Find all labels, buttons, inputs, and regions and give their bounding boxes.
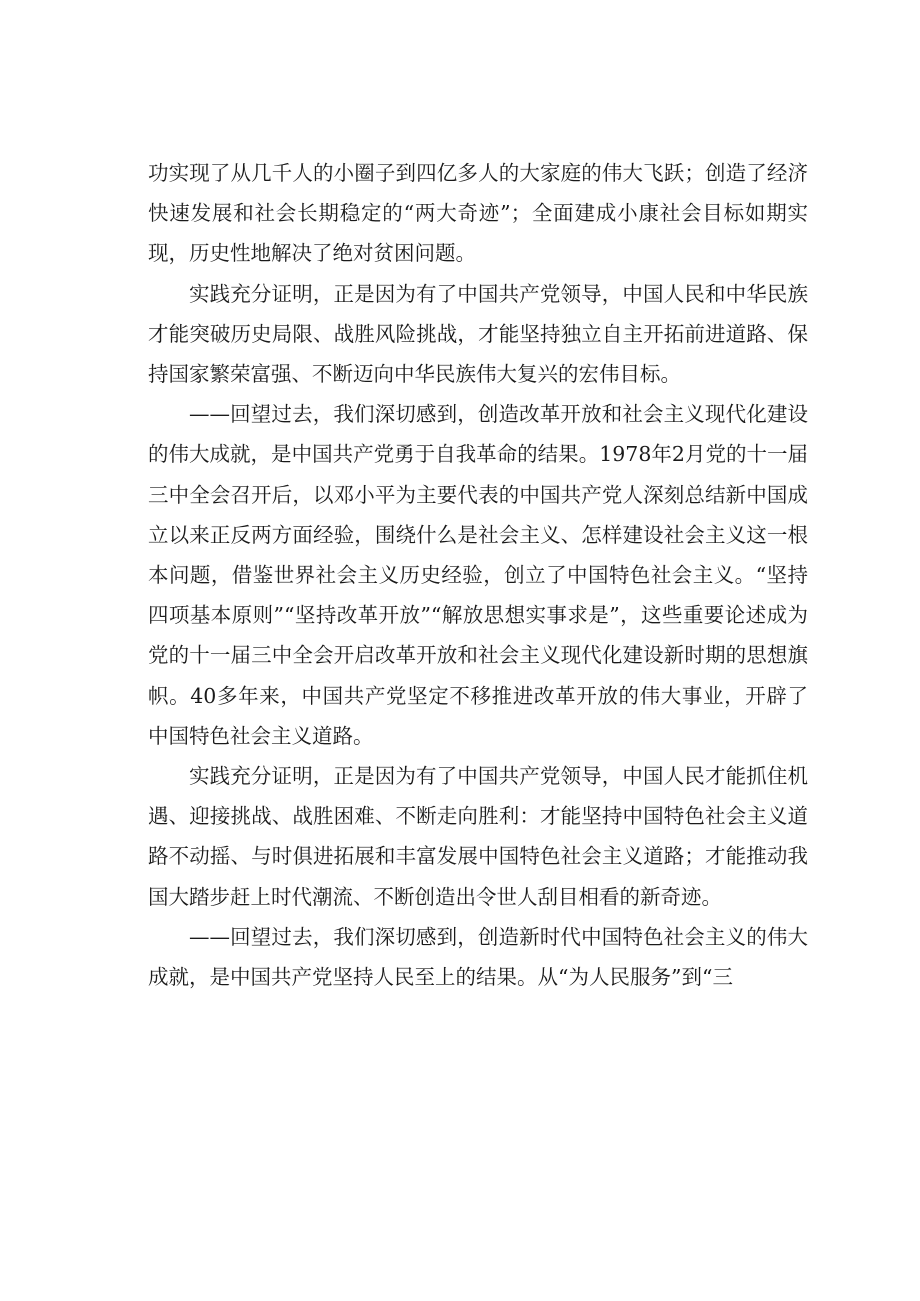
document-body [148,153,808,997]
paragraph-3: ——回望过去，我们深切感到，创造改革开放和社会主义现代化建设的伟大成就，是中国共产党勇于自我革命的结果。1978年2月党的十一届三中全会召开后，以邓小平为主要代表的中国共产党人深刻总结新中国成立以来正反两方面经验，围绕什么是社会主义、怎样建设社会主义这一根本问题，借鉴世界社会主义历史经验，创立了中国特色社会主义。“坚持四项基本原则”“坚持改革开放”“解放思想实事求是”，这些重要论述成为党的十一届三中全会开启改革开放和社会主义现代化建设新时期的思想旗帜。40多年来，中国共产党坚定不移推进改革开放的伟大事业，开辟了中国特色社会主义道路。 [148,402,808,748]
paragraph-4: 实践充分证明，正是因为有了中国共产党领导，中国人民才能抓住机遇、迎接挑战、战胜困难、不断走向胜利：才能坚持中国特色社会主义道路不动摇、与时俱进拓展和丰富发展中国特色社会主义道路；才能推动我国大踏步赶上时代潮流、不断创造出令世人刮目相看的新奇迹。 [148,764,808,909]
paragraph-5: ——回望过去，我们深切感到，创造新时代中国特色社会主义的伟大成就，是中国共产党坚持人民至上的结果。从“为人民服务”到“三 [148,924,808,990]
paragraph-1: 功实现了从几千人的小圈子到四亿多人的大家庭的伟大飞跃；创造了经济快速发展和社会长期稳定的“两大奇迹”；全面建成小康社会目标如期实现，历史性地解决了绝对贫困问题。 [148,161,808,266]
paragraph-2: 实践充分证明，正是因为有了中国共产党领导，中国人民和中华民族才能突破历史局限、战胜风险挑战，才能坚持独立自主开拓前进道路、保持国家繁荣富强、不断迈向中华民族伟大复兴的宏伟目标。 [148,281,808,387]
